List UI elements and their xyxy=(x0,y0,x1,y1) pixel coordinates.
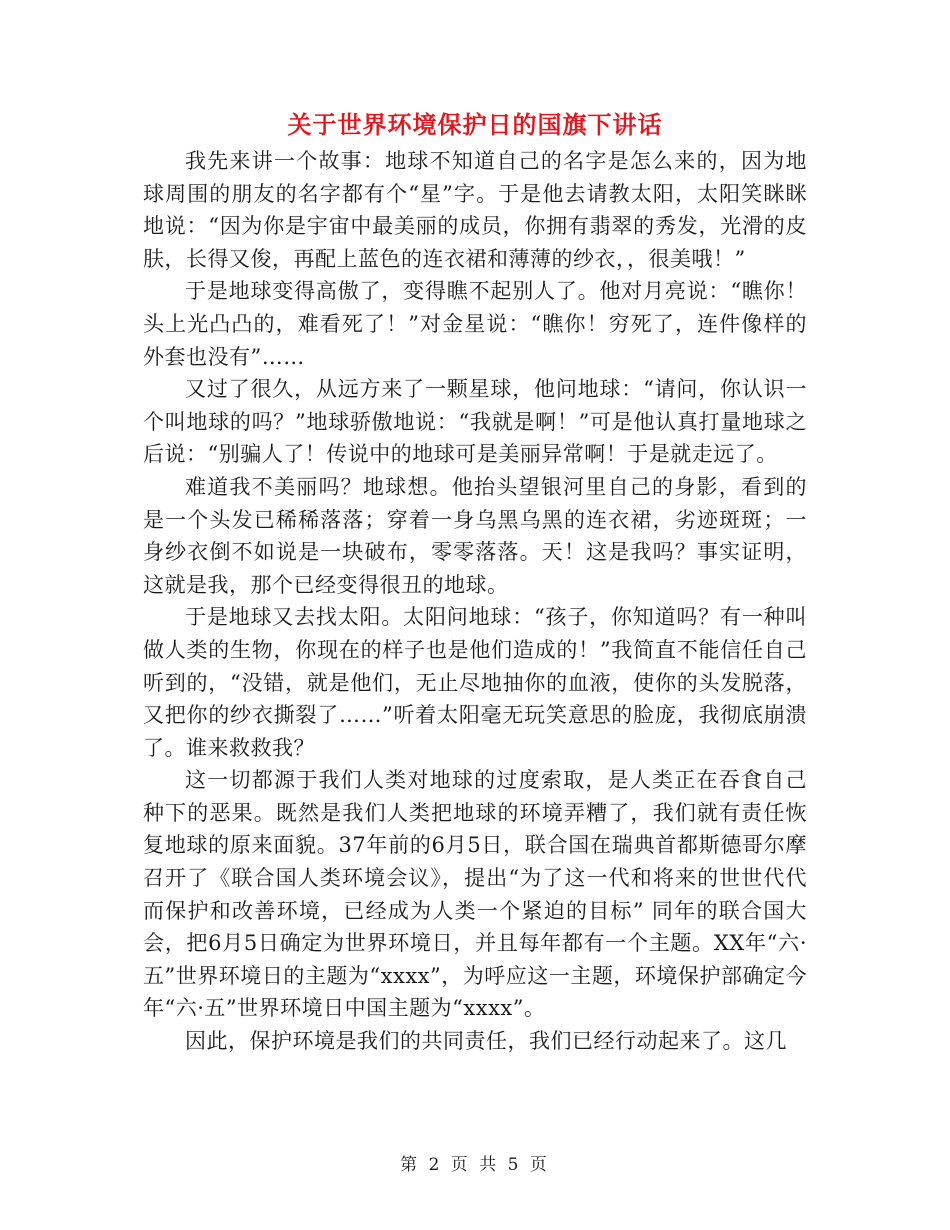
page-number-footer: 第 2 页 共 5 页 xyxy=(400,1155,550,1175)
paragraph-2: 于是地球变得高傲了，变得瞧不起别人了。他对月亮说：“瞧你！头上光凸凸的，难看死了！”对金星说：“瞧你！穷死了，连件像样的外套也没有”…… xyxy=(143,279,807,369)
paragraph-3: 又过了很久，从远方来了一颗星球，他问地球：“请问，你认识一个叫地球的吗？”地球骄傲地说：“我就是啊！”可是他认真打量地球之后说：“别骗人了！传说中的地球可是美丽异常啊！于是就走远了。 xyxy=(143,377,807,467)
paragraph-7: 因此，保护环境是我们的共同责任，我们已经行动起来了。这几 xyxy=(185,1029,787,1054)
document-title: 关于世界环境保护日的国旗下讲话 xyxy=(287,111,663,139)
paragraph-6: 这一切都源于我们人类对地球的过度索取，是人类正在吞食自己种下的恶果。既然是我们人类把地球的环境弄糟了，我们就有责任恢复地球的原来面貌。37年前的6月5日，联合国在瑞典首都斯德哥尔摩召开了《联合国人类环境会议》，提出“为了这一代和将来的世世代代而保护和改善环境，已经成为人类一个紧迫的目标” 同年的联合国大会，把6月5日确定为世界环境日，并且每年都有一个主题。XX年“六·五”世界环境日的主题为“xxxx”，为呼应这一主题，环境保护部确定今年“六·五”世界环境日中国主题为“xxxx”。 xyxy=(143,768,807,1021)
document-body xyxy=(143,145,807,1058)
paragraph-4: 难道我不美丽吗？地球想。他抬头望银河里自己的身影，看到的是一个头发已稀稀落落；穿着一身乌黑乌黑的连衣裙，劣迹斑斑；一身纱衣倒不如说是一块破布，零零落落。天！这是我吗？事实证明，这就是我，那个已经变得很丑的地球。 xyxy=(143,474,807,597)
paragraph-1: 我先来讲一个故事：地球不知道自己的名字是怎么来的，因为地球周围的朋友的名字都有个“星”字。于是他去请教太阳，太阳笑眯眯地说：“因为你是宇宙中最美丽的成员，你拥有翡翠的秀发，光滑的皮肤，长得又俊，再配上蓝色的连衣裙和薄薄的纱衣，，很美哦！” xyxy=(143,149,807,271)
paragraph-5: 于是地球又去找太阳。太阳问地球：“孩子，你知道吗？有一种叫做人类的生物，你现在的样子也是他们造成的！”我简直不能信任自己听到的，“没错，就是他们，无止尽地抽你的血液，使你的头发脱落，又把你的纱衣撕裂了……”听着太阳毫无玩笑意思的脸庞，我彻底崩溃了。谁来救救我？ xyxy=(143,605,807,760)
